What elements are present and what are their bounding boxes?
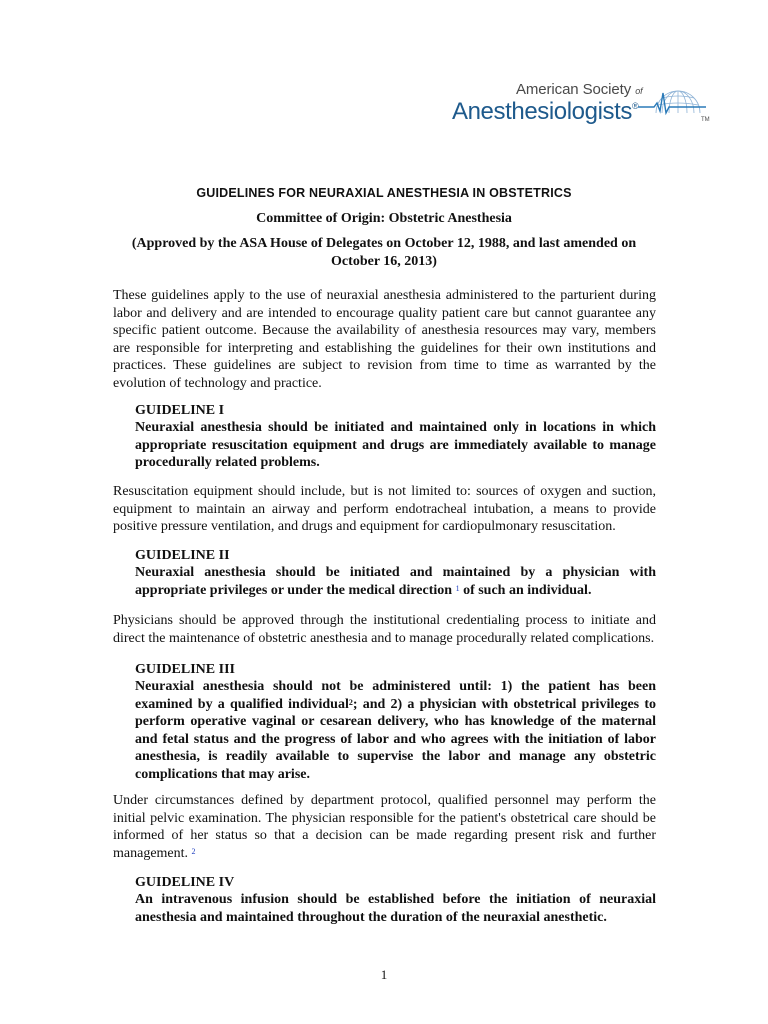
logo-trademark: TM	[701, 117, 710, 123]
logo-line1: American Society of	[516, 81, 643, 98]
guideline-3-heading: GUIDELINE III	[135, 662, 235, 677]
guideline-3-explanation: Under circumstances defined by department protocol, qualified personnel may perform the initial pelvic examination. The physician responsible for the patient's obstetrical care should be informed of her status so that a decision can be made regarding present risk and further management. $^2$	[113, 793, 656, 861]
footnote-ref[interactable]: 2	[191, 846, 196, 856]
intro-paragraph: These guidelines apply to the use of neuraxial anesthesia administered to the parturient during labor and delivery and are intended to encourage quality patient care but cannot guarantee any specific patient outcome. Because the availability of anesthesia resources may vary, members are responsible for interpreting and establishing the guidelines for their own institutions and practices. These guidelines are subject to revision from time to time as warranted by the evolution of technology and practice.	[113, 288, 656, 391]
footnote-ref[interactable]: 1	[455, 583, 460, 593]
guideline-2-statement: Neuraxial anesthesia should be initiated and maintained by a physician with appropriate privileges or under the medical direction $^1$ of such an individual.	[135, 565, 656, 598]
document-title: GUIDELINES FOR NEURAXIAL ANESTHESIA IN OBSTETRICS	[196, 186, 572, 200]
guideline-2-explanation: Physicians should be approved through the institutional credentialing process to initiate and direct the maintenance of obstetric anesthesia and to manage procedurally related complications.	[113, 613, 656, 646]
guideline-3-statement: Neuraxial anesthesia should not be administered until: 1) the patient has been examined by a qualified individual$^2$; and 2) a physician with obstetrical privileges to perform operative vaginal or cesarean delivery, who has knowledge of the maternal and fetal status and the progress of labor and who agrees with the initiation of labor anesthesia, is readily available to supervise the labor and manage any obstetric complications that may arise.	[135, 679, 656, 782]
page-number: 1	[380, 967, 388, 982]
asa-logo	[452, 78, 712, 130]
logo-line2: Anesthesiologists®	[452, 98, 639, 125]
guideline-1-explanation: Resuscitation equipment should include, but is not limited to: sources of oxygen and suction, equipment to maintain an airway and perform endotracheal intubation, a means to provide positive pressure ventilation, and drugs and equipment for cardiopulmonary resuscitation.	[113, 484, 656, 534]
approval-note: (Approved by the ASA House of Delegates on October 12, 1988, and last amended on October 16, 2013)	[131, 236, 637, 269]
guideline-1-heading: GUIDELINE I	[135, 403, 225, 418]
guideline-4-statement: An intravenous infusion should be established before the initiation of neuraxial anesthesia and maintained throughout the duration of the neuraxial anesthetic.	[135, 892, 656, 925]
guideline-4-heading: GUIDELINE IV	[135, 875, 235, 890]
guideline-1-statement: Neuraxial anesthesia should be initiated and maintained only in locations in which appropriate resuscitation equipment and drugs are immediately available to manage procedurally related problems.	[135, 420, 656, 470]
guideline-2-heading: GUIDELINE II	[135, 548, 230, 563]
footnote-ref[interactable]: 2	[348, 697, 353, 707]
committee-of-origin: Committee of Origin: Obstetric Anesthesia	[256, 211, 512, 226]
globe-heartbeat-icon	[638, 83, 708, 117]
